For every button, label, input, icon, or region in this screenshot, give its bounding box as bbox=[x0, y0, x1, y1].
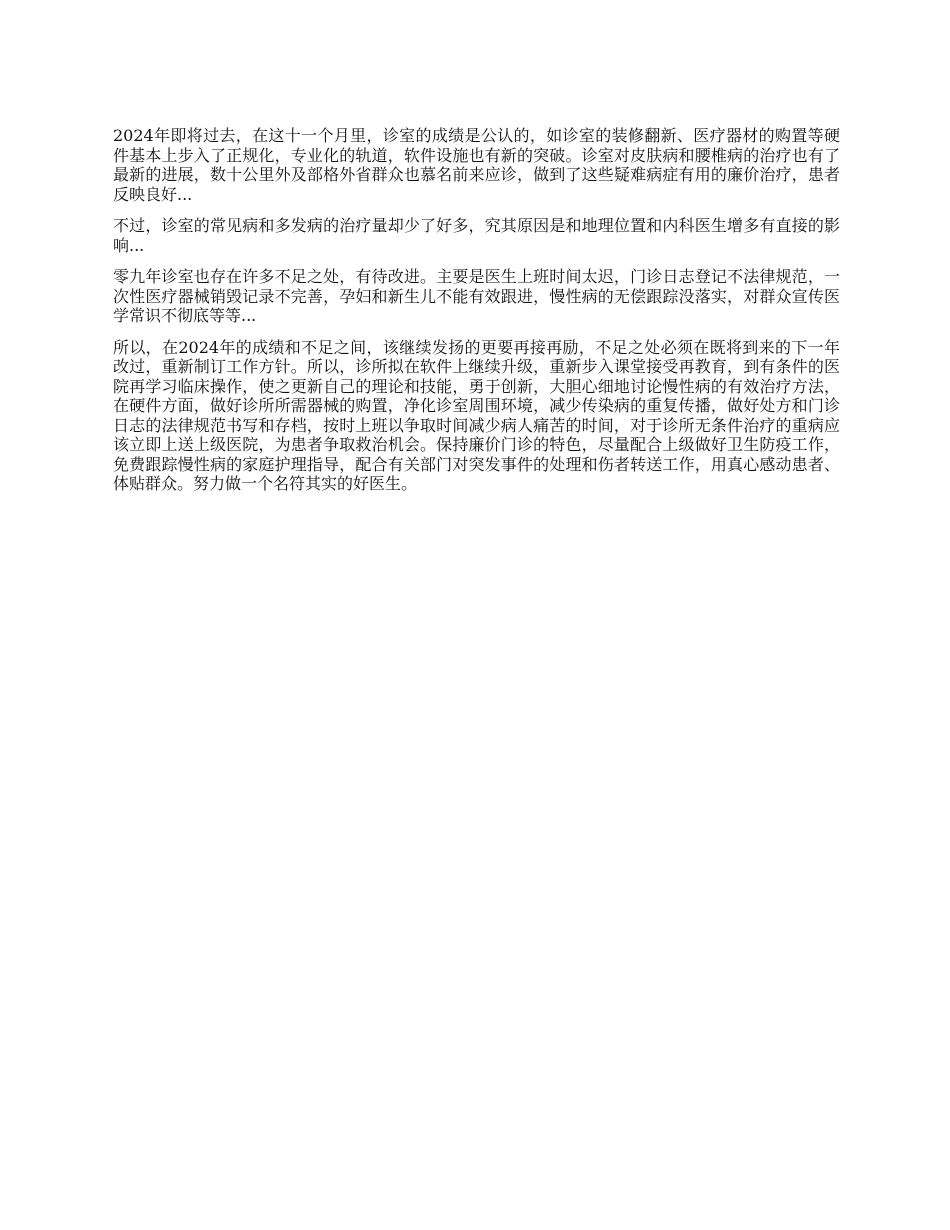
paragraph-4: 所以，在2024年的成绩和不足之间，该继续发扬的更要再接再励，不足之处必须在既将到来的下一年改过，重新制订工作方针。所以，诊所拟在软件上继续升级，重新步入课堂接受再教育，到有条件的医院再学习临床操作，使之更新自己的理论和技能，勇于创新，大胆心细地讨论慢性病的有效治疗方法，在硬件方面，做好诊所所需器械的购置，净化诊室周围环境，减少传染病的重复传播，做好处方和门诊日志的法律规范书写和存档，按时上班以争取时间减少病人痛苦的时间，对于诊所无条件治疗的重病应该立即上送上级医院，为患者争取救治机会。保持廉价门诊的特色，尽量配合上级做好卫生防疫工作，免费跟踪慢性病的家庭护理指导，配合有关部门对突发事件的处理和伤者转送工作，用真心感动患者、体贴群众。努力做一个名符其实的好医生。 bbox=[113, 337, 840, 493]
document-body bbox=[113, 126, 840, 506]
paragraph-2: 不过，诊室的常见病和多发病的治疗量却少了好多，究其原因是和地理位置和内科医生增多有直接的影响... bbox=[113, 216, 840, 255]
paragraph-3: 零九年诊室也存在许多不足之处，有待改进。主要是医生上班时间太迟，门诊日志登记不法律规范，一次性医疗器械销毁记录不完善，孕妇和新生儿不能有效跟进，慢性病的无偿跟踪没落实，对群众宣传医学常识不彻底等等... bbox=[113, 267, 840, 325]
paragraph-1: 2024年即将过去，在这十一个月里，诊室的成绩是公认的，如诊室的装修翻新、医疗器材的购置等硬件基本上步入了正规化，专业化的轨道，软件设施也有新的突破。诊室对皮肤病和腰椎病的治疗也有了最新的进展，数十公里外及部格外省群众也慕名前来应诊，做到了这些疑难病症有用的廉价治疗，患者反映良好... bbox=[113, 126, 840, 204]
